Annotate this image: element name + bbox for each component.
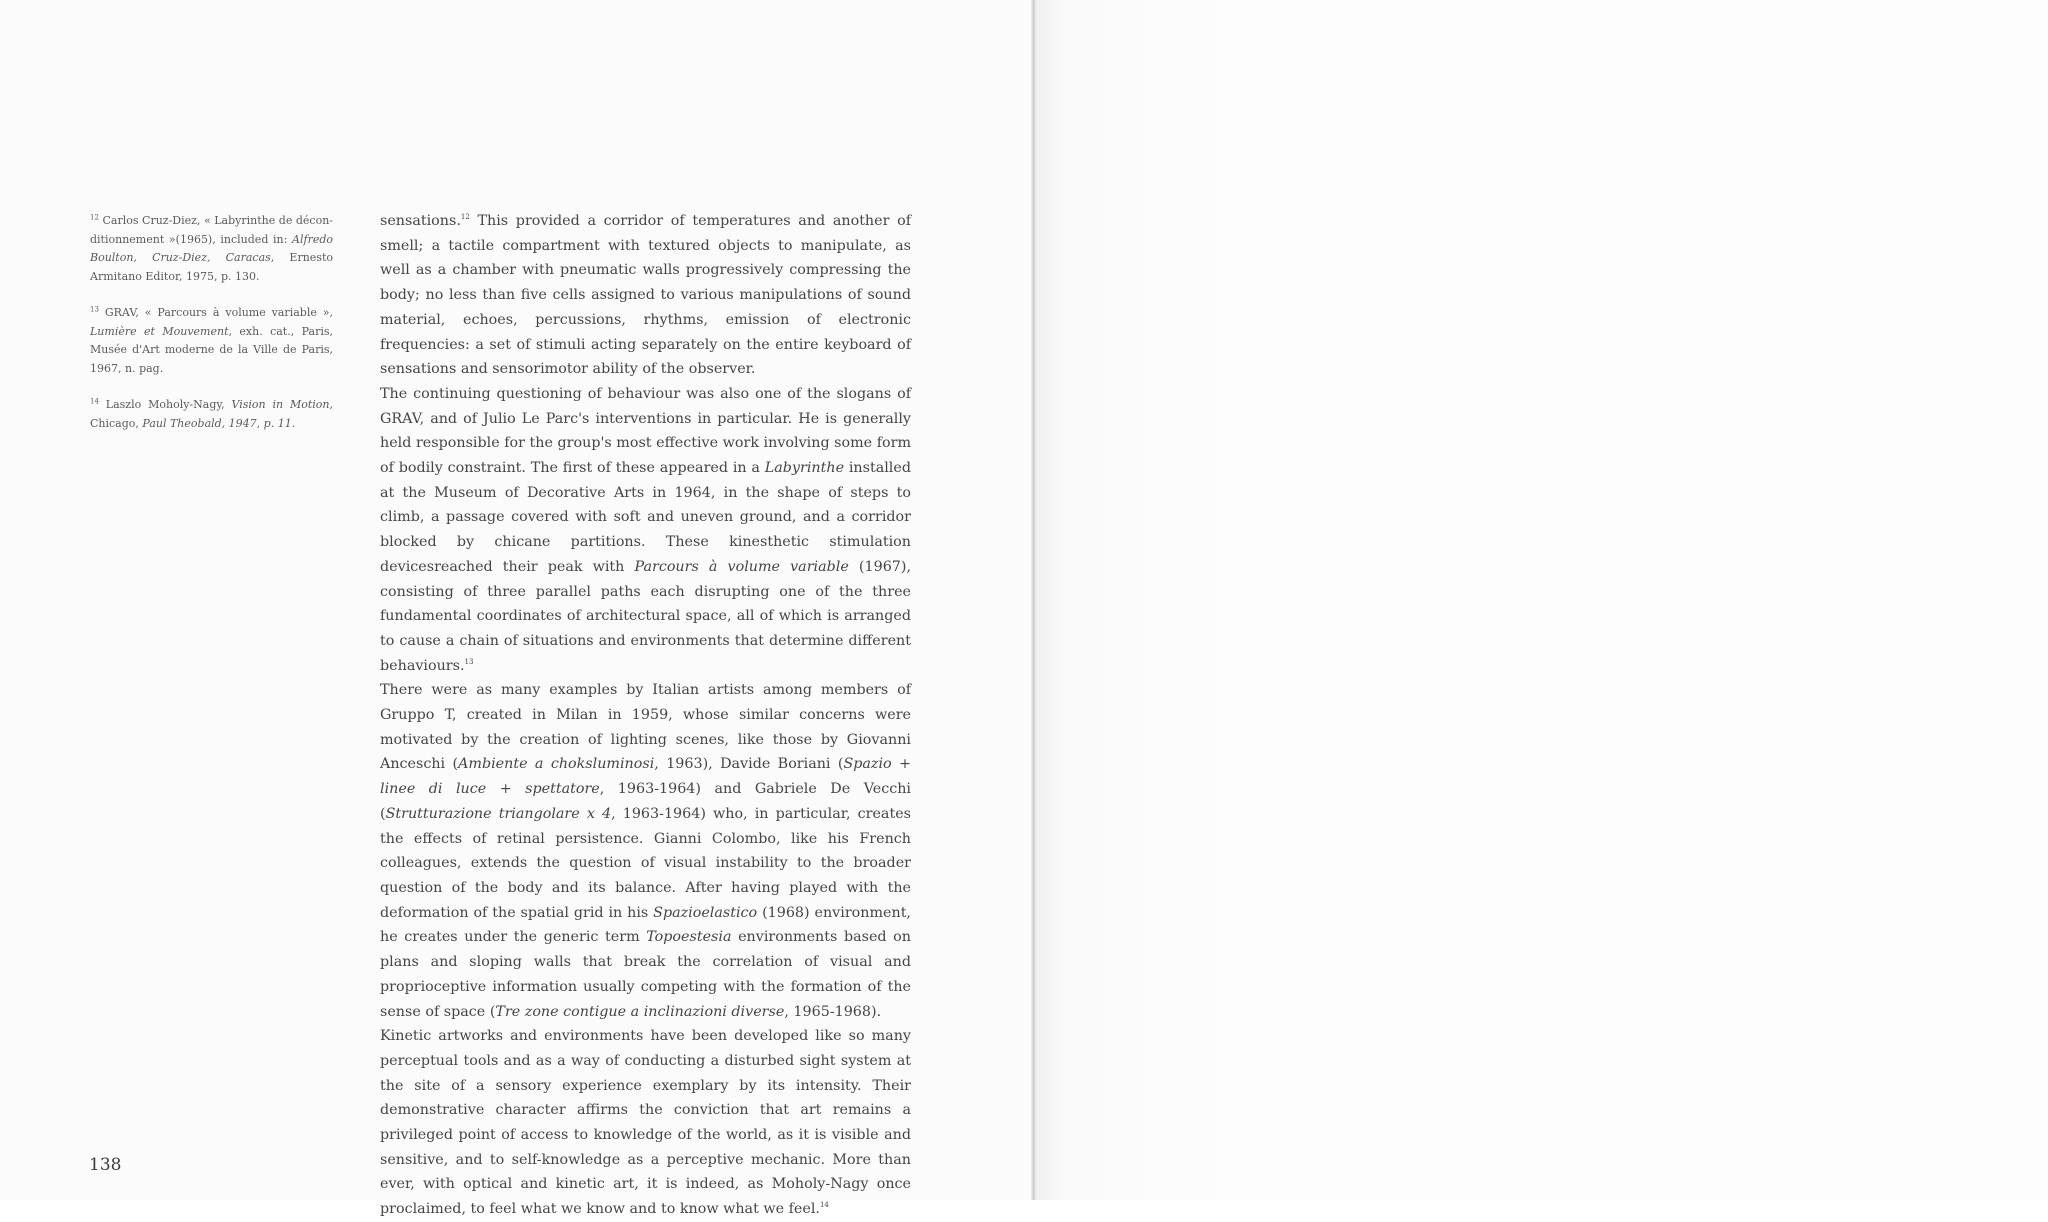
italic-run: Topoestesia bbox=[646, 929, 732, 946]
footnote-number: 14 bbox=[90, 397, 99, 406]
body-paragraph bbox=[380, 382, 911, 678]
footnote-ref: 14 bbox=[819, 1201, 829, 1210]
text-run: (1967), consisting of three parallel paths each disrupting one of the three fundamental coordinates of architectural space, all of which is arranged to cause a chain of situations and environments that determine different behaviours. bbox=[380, 558, 912, 674]
text-run: There were as many examples by Italian artists among members of Gruppo T, created in Milan in 1959, whose similar concerns were motivated by the creation of lighting scenes, like those by Giovanni Anceschi ( bbox=[380, 682, 911, 773]
italic-run: Labyrinthe bbox=[764, 460, 845, 477]
text-run: The continuing questioning of behaviour was also one of the slogans of GRAV, and of Julio Le Parc's interventions in particular. He is generally held responsible for the group's most effective work involving some form of bodily constraint. The first of these appeared in a bbox=[380, 385, 911, 477]
text-run: (1968) environment, he creates under the generic term bbox=[380, 904, 911, 946]
text-run: GRAV, « Parcours à volume variable », bbox=[104, 306, 333, 319]
footnotes-column bbox=[90, 212, 333, 451]
footnote-number: 13 bbox=[90, 305, 99, 314]
text-run: , 1965-1968). bbox=[784, 1003, 882, 1020]
text-run: , 1963-1964) and Gabriele De Vecchi ( bbox=[380, 781, 911, 822]
text-run: Carlos Cruz-Diez, « Labyrinthe de décon-ditionnement »(1965), included in: bbox=[90, 214, 334, 246]
footnote-number: 12 bbox=[90, 213, 99, 222]
text-run: , 1963-1964) who, in particular, creates the effects of retinal persistence. Gianni Colombo, like his French colleagues, extends the question of visual instability to the broader question of the body and its balance. After having played with the deformation of the spatial grid in his bbox=[380, 805, 911, 921]
body-paragraph bbox=[380, 678, 911, 1024]
italic-run: Ambiente a choksluminosi bbox=[458, 756, 655, 773]
text-run: Kinetic artworks and environments have been developed like so many perceptual tools and as a way of conducting a disturbed sight system at the site of a sensory experience exemplary by its intensity. Their demonstrative character affirms the conviction that art remains a privileged point of access to knowledge of the world, as it is visible and sensitive, and to self-knowledge as a perceptive mechanic. More than ever, with optical and kinetic art, it is indeed, as Moholy-Nagy once proclaimed, to feel what we know and to know what we feel. bbox=[380, 1028, 911, 1218]
footnote-13 bbox=[90, 304, 333, 378]
italic-run: Alfredo Boulton, Cruz-Diez, Caracas bbox=[90, 232, 333, 264]
text-run: , 1963), Davide Boriani ( bbox=[654, 756, 844, 773]
italic-run: Lumière et Mouvement bbox=[90, 324, 229, 338]
body-paragraph bbox=[380, 209, 911, 382]
body-paragraph bbox=[380, 1024, 911, 1222]
text-run: , exh. cat., Paris, Musée d'Art moderne de la Ville de Paris, 1967, n. pag. bbox=[90, 324, 334, 375]
text-run: installed at the Museum of Decorative Arts in 1964, in the shape of steps to climb, a passage covered with soft and uneven ground, and a corridor blocked by chicane partitions. These kinesthetic stimulation devicesreached their peak with bbox=[380, 460, 911, 575]
page-number: 138 bbox=[89, 1155, 122, 1175]
footnote-12 bbox=[90, 212, 333, 286]
italic-run: Tre zone contigue a inclinazioni diverse bbox=[495, 1003, 785, 1020]
italic-run: Spazio + linee di luce + spettatore bbox=[380, 756, 911, 798]
footnote-ref: 12 bbox=[460, 213, 470, 222]
text-run: Laszlo Moholy-Nagy, bbox=[105, 398, 232, 411]
text-run: , Ernesto Armitano Editor, 1975, p. 130. bbox=[90, 251, 333, 283]
text-run: , Chicago, bbox=[90, 398, 334, 430]
text-run: sensations. bbox=[380, 213, 461, 229]
italic-run: Parcours à volume variable bbox=[634, 558, 849, 575]
text-run: environments based on plans and sloping walls that break the correlation of visual and proprioceptive information usually competing with the formation of the sense of space ( bbox=[380, 929, 911, 1020]
italic-run: Paul Theobald, 1947, p. 11. bbox=[142, 416, 296, 430]
right-page-blank bbox=[1036, 0, 2048, 1200]
footnote-14 bbox=[90, 396, 333, 433]
footnote-ref: 13 bbox=[464, 657, 474, 666]
text-run: This provided a corridor of temperatures and another of smell; a tactile compartment with textured objects to manipulate, as well as a chamber with pneumatic walls progressively compressing the body; no less than five cells assigned to various manipulations of sound material, echoes, percussions, rhythms, emission of electronic frequencies: a set of stimuli acting separately on the entire keyboard of sensations and sensorimotor ability of the observer. bbox=[380, 213, 911, 378]
italic-run: Strutturazione triangolare x 4 bbox=[385, 805, 612, 822]
italic-run: Spazioelastico bbox=[653, 904, 758, 921]
italic-run: Vision in Motion bbox=[231, 398, 330, 411]
main-text-column bbox=[380, 209, 911, 1222]
